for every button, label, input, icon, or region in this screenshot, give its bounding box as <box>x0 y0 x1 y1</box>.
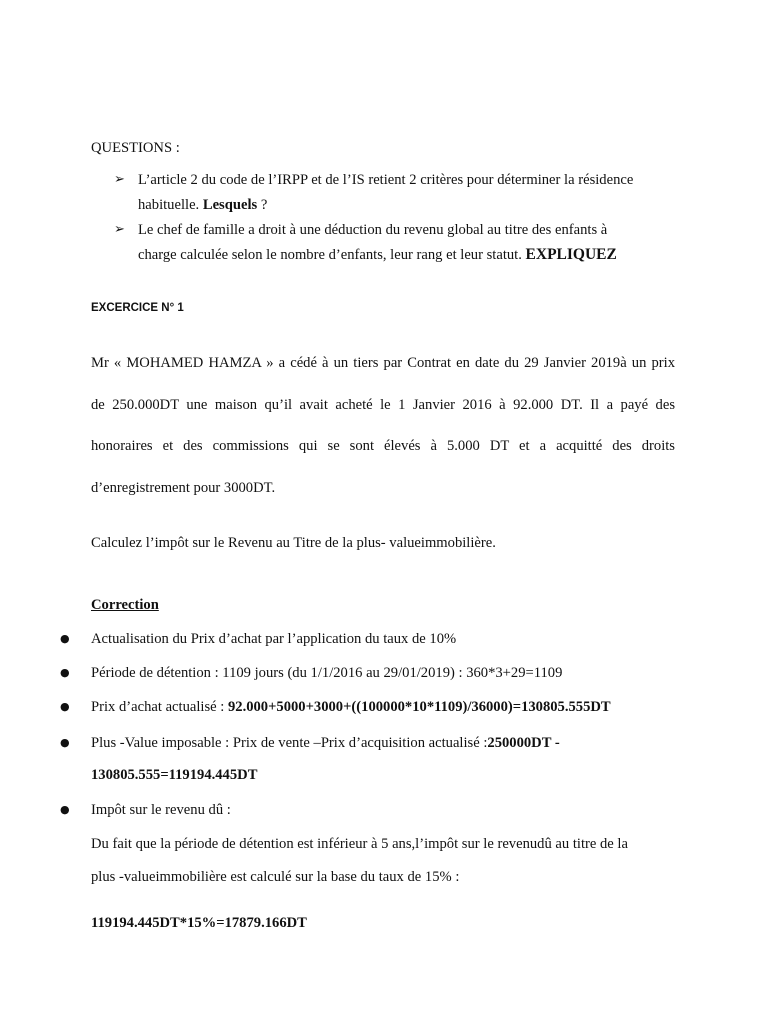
dot-bullet-icon: ● <box>60 666 70 679</box>
correction-item-4-line-2: 130805.555=119194.445DT <box>91 767 258 783</box>
correction-item-4 <box>91 734 560 752</box>
dot-bullet-icon: ● <box>60 736 70 749</box>
arrow-bullet-icon: ➢ <box>114 222 125 237</box>
correction-item-1: Actualisation du Prix d’achat par l’application du taux de 10% <box>91 631 457 647</box>
questions-title: QUESTIONS : <box>91 140 180 156</box>
correction-item-4-formula: 250000DT - <box>487 735 560 751</box>
question-2-line-1: Le chef de famille a droit à une déduction du revenu global au titre des enfants à <box>138 222 608 238</box>
correction-item-2: Période de détention : 1109 jours (du 1/1/2016 au 29/01/2019) : 360*3+29=1109 <box>91 665 563 681</box>
correction-title: Correction <box>91 597 159 613</box>
exercise-paragraph-line-2: de 250.000DT une maison qu’il avait acheté le 1 Janvier 2016 à 92.000 DT. Il a payé des <box>91 397 675 413</box>
question-2-text: charge calculée selon le nombre d’enfants, leur rang et leur statut. <box>138 247 526 263</box>
correction-item-5-line-1: Du fait que la période de détention est inférieur à 5 ans,l’impôt sur le revenudû au titre de la <box>91 836 628 852</box>
question-2-line-2 <box>138 246 617 264</box>
dot-bullet-icon: ● <box>60 803 70 816</box>
correction-item-3 <box>91 698 611 716</box>
correction-item-3-label: Prix d’achat actualisé : <box>91 699 228 715</box>
question-2-keyword: EXPLIQUEZ <box>525 246 617 263</box>
exercise-paragraph-line-3: honoraires et des commissions qui se sont élevés à 5.000 DT et a acquitté des droits <box>91 438 675 454</box>
exercise-paragraph-line-4: d’enregistrement pour 3000DT. <box>91 480 276 496</box>
question-1-keyword: Lesquels <box>202 197 258 213</box>
correction-item-4-label: Plus -Value imposable : Prix de vente –Prix d’acquisition actualisé : <box>91 735 488 751</box>
exercise-title: EXCERCICE N° 1 <box>91 302 184 314</box>
exercise-task: Calculez l’impôt sur le Revenu au Titre de la plus- valueimmobilière. <box>91 535 496 551</box>
dot-bullet-icon: ● <box>60 700 70 713</box>
final-result: 119194.445DT*15%=17879.166DT <box>91 915 307 931</box>
question-1-tail: ? <box>257 197 268 213</box>
correction-item-3-formula: 92.000+5000+3000+((100000*10*1109)/36000)=130805.555DT <box>227 699 611 715</box>
correction-item-5-line-2: plus -valueimmobilière est calculé sur la base du taux de 15% : <box>91 869 460 885</box>
dot-bullet-icon: ● <box>60 632 70 645</box>
question-1-line-2 <box>138 196 267 214</box>
correction-item-5: Impôt sur le revenu dû : <box>91 802 231 818</box>
question-1-line-1: L’article 2 du code de l’IRPP et de l’IS retient 2 critères pour déterminer la résidence <box>138 172 634 188</box>
arrow-bullet-icon: ➢ <box>114 172 125 187</box>
exercise-paragraph-line-1: Mr « MOHAMED HAMZA » a cédé à un tiers par Contrat en date du 29 Janvier 2019à un prix <box>91 355 675 371</box>
question-1-text: habituelle. <box>138 197 203 213</box>
